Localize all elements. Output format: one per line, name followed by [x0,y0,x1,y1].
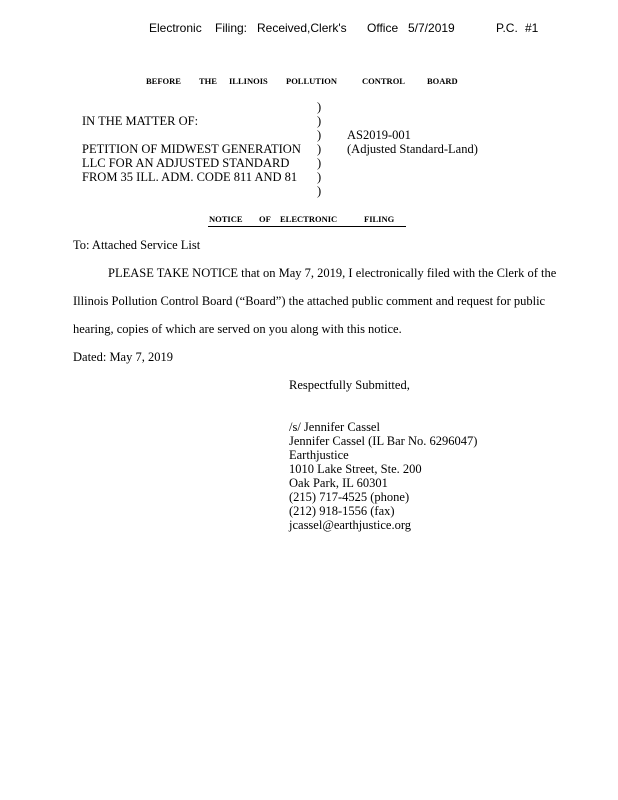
board-title-before: BEFORE [146,76,181,86]
header-electronic: Electronic [149,21,202,35]
notice-heading-electronic: ELECTRONIC [280,214,338,224]
notice-heading-notice: NOTICE [209,214,243,224]
board-title-the: THE [199,76,217,86]
case-type: (Adjusted Standard-Land) [347,142,478,156]
header-office: Office [367,21,399,35]
notice-paragraph-line2: Illinois Pollution Control Board (“Board”) the attached public comment and request for public [73,294,546,308]
notice-paragraph-line3: hearing, copies of which are served on you along with this notice. [73,322,402,336]
board-title-pollution: POLLUTION [286,76,338,86]
signer-name: Jennifer Cassel (IL Bar No. 6296047) [289,434,478,448]
notice-heading-filing: FILING [364,214,395,224]
notice-heading-underline [208,226,406,227]
service-list-line: To: Attached Service List [73,238,201,252]
notice-heading-of: OF [259,214,271,224]
board-title-control: CONTROL [362,76,405,86]
caption-in-the-matter: IN THE MATTER OF: [82,114,199,128]
closing-line: Respectfully Submitted, [289,378,410,392]
caption-petition-line3: FROM 35 ILL. ADM. CODE 811 AND 81 [82,170,298,184]
address-city: Oak Park, IL 60301 [289,476,388,490]
caption-petition-line1: PETITION OF MIDWEST GENERATION [82,142,301,156]
header-number: #1 [525,21,539,35]
email-address: jcassel@earthjustice.org [289,518,412,532]
dated-line: Dated: May 7, 2019 [73,350,173,364]
board-title-illinois: ILLINOIS [229,76,268,86]
phone-number: (215) 717-4525 (phone) [289,490,410,504]
address-street: 1010 Lake Street, Ste. 200 [289,462,422,476]
caption-petition-line2: LLC FOR AN ADJUSTED STANDARD [82,156,290,170]
signer-organization: Earthjustice [289,448,349,462]
header-pc: P.C. [496,21,518,35]
header-filing: Filing: [215,21,248,35]
fax-number: (212) 918-1556 (fax) [289,504,395,518]
case-number: AS2019-001 [347,128,411,142]
signature-line: /s/ Jennifer Cassel [289,420,380,434]
header-date: 5/7/2019 [408,21,455,35]
header-received-clerks: Received,Clerk's [257,21,347,35]
board-title-board: BOARD [427,76,458,86]
notice-paragraph-line1: PLEASE TAKE NOTICE that on May 7, 2019, I electronically filed with the Clerk of the [108,266,557,280]
caption-parentheses: ) ) ) ) ) ) ) [317,100,322,198]
